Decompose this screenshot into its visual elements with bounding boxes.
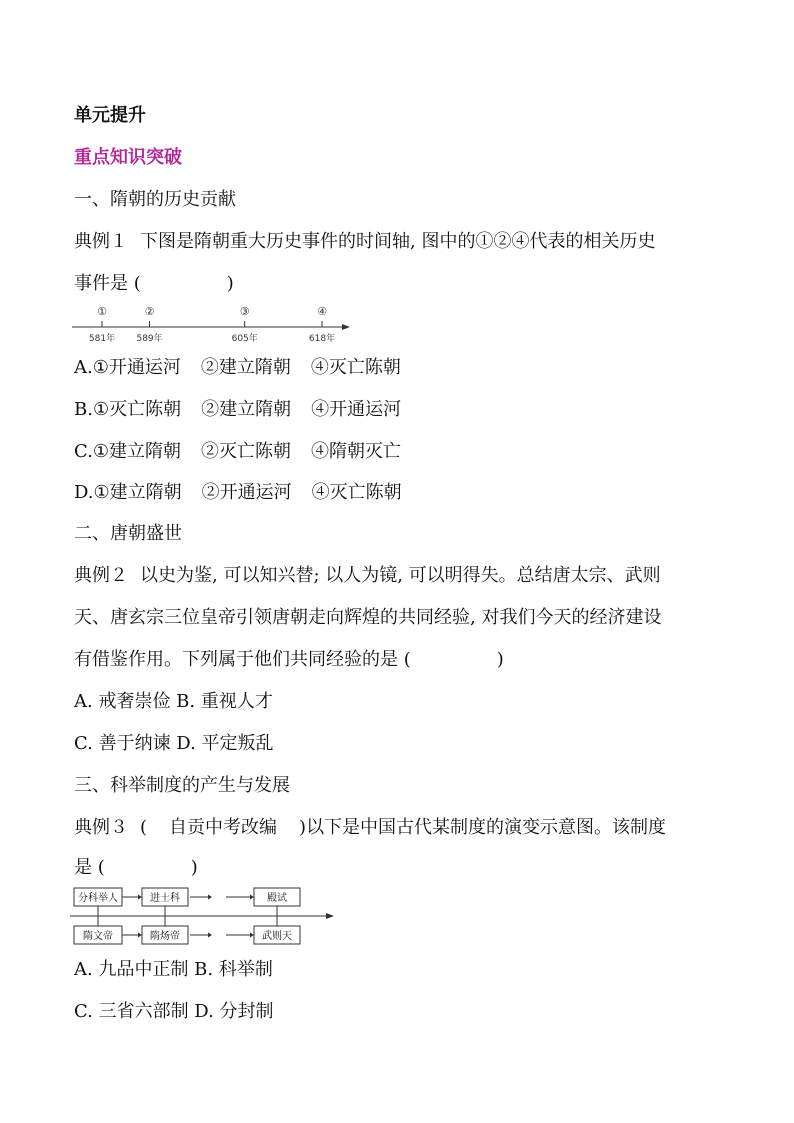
timeline-marker-4: ④ bbox=[317, 305, 327, 318]
box-bottom-1-label: 隋文帝 bbox=[83, 931, 113, 942]
example2-label: 典例２ bbox=[74, 565, 128, 586]
timeline-year-4: 618年 bbox=[308, 334, 336, 344]
box-top-2-label: 进士科 bbox=[150, 893, 180, 904]
option-label: D. bbox=[74, 482, 94, 503]
timeline-marker-2: ② bbox=[144, 305, 155, 318]
example1-line2: 事件是 ( ) bbox=[74, 273, 234, 294]
part1-heading: 一、隋朝的历史贡献 bbox=[74, 189, 236, 210]
option-item: ④灭亡陈朝 bbox=[310, 357, 401, 378]
option-item: ②开通运河 bbox=[201, 482, 292, 503]
option-item: ④隋朝灭亡 bbox=[311, 441, 401, 462]
timeline bbox=[70, 303, 360, 347]
example1-option-c bbox=[74, 440, 401, 464]
part3-heading: 三、科举制度的产生与发展 bbox=[74, 775, 290, 796]
timeline-marker-3: ③ bbox=[239, 305, 250, 318]
example1-text: 下图是隋朝重大历史事件的时间轴, 图中的①②④代表的相关历史 bbox=[140, 231, 656, 252]
example1-option-d bbox=[74, 481, 402, 505]
unit-title: 单元提升 bbox=[74, 105, 146, 126]
option-item: ①建立隋朝 bbox=[92, 441, 181, 462]
part2-heading: 二、唐朝盛世 bbox=[74, 523, 182, 544]
diagram-axis-arrow bbox=[326, 913, 334, 919]
section-heading: 重点知识突破 bbox=[74, 147, 182, 168]
box-bottom-3-label: 武则天 bbox=[262, 931, 292, 942]
timeline-marker-1: ① bbox=[97, 305, 107, 318]
example2-options-2: C. 善于纳谏 D. 平定叛乱 bbox=[74, 733, 274, 754]
example3-source: 自贡中考改编 bbox=[169, 817, 278, 838]
example2-options-1: A. 戒奢崇俭 B. 重视人才 bbox=[74, 691, 273, 712]
example3-line1: 典例３ ( 自贡中考改编 )以下是中国古代某制度的演变示意图。该制度 bbox=[74, 817, 667, 838]
example3-line2: 是 ( ) bbox=[74, 857, 198, 878]
example2-line2: 天、唐玄宗三位皇帝引领唐朝走向辉煌的共同经验, 对我们今天的经济建设 bbox=[74, 607, 662, 628]
evolution-diagram bbox=[70, 884, 342, 950]
option-label: A. bbox=[74, 357, 93, 378]
timeline-arrow bbox=[342, 324, 350, 330]
box-top-3-label: 殿试 bbox=[267, 893, 287, 904]
option-label: C. bbox=[74, 441, 93, 462]
option-item: ①开通运河 bbox=[92, 357, 181, 378]
example3-options-2: C. 三省六部制 D. 分封制 bbox=[74, 1001, 274, 1022]
option-item: ②灭亡陈朝 bbox=[201, 441, 291, 462]
example1-option-a bbox=[74, 356, 401, 380]
example3-label: 典例３ bbox=[74, 817, 128, 838]
timeline-year-2: 589年 bbox=[136, 334, 163, 344]
example2-line3: 有借鉴作用。下列属于他们共同经验的是 ( ) bbox=[74, 649, 504, 670]
example3-options-1: A. 九品中正制 B. 科举制 bbox=[74, 959, 273, 980]
example2-line1: 典例２ 以史为鉴, 可以知兴替; 以人为镜, 可以明得失。总结唐太宗、武则 bbox=[74, 565, 661, 586]
example1-text-2: 事件是 ( bbox=[74, 273, 141, 294]
box-top-1-label: 分科举人 bbox=[78, 893, 118, 904]
option-item: ②建立隋朝 bbox=[201, 399, 292, 420]
timeline-year-3: 605年 bbox=[231, 334, 258, 344]
option-item: ④灭亡陈朝 bbox=[311, 482, 402, 503]
example1-label: 典例１ bbox=[74, 231, 128, 252]
option-item: ①建立隋朝 bbox=[93, 482, 182, 503]
option-item: ④开通运河 bbox=[311, 399, 402, 420]
box-bottom-2-label: 隋炀帝 bbox=[150, 931, 180, 942]
timeline-year-1: 581年 bbox=[88, 334, 116, 344]
option-label: B. bbox=[74, 399, 93, 420]
option-item: ①灭亡陈朝 bbox=[92, 399, 182, 420]
option-item: ②建立隋朝 bbox=[200, 357, 291, 378]
example1-option-b bbox=[74, 398, 401, 422]
example1-line1 bbox=[74, 230, 655, 254]
